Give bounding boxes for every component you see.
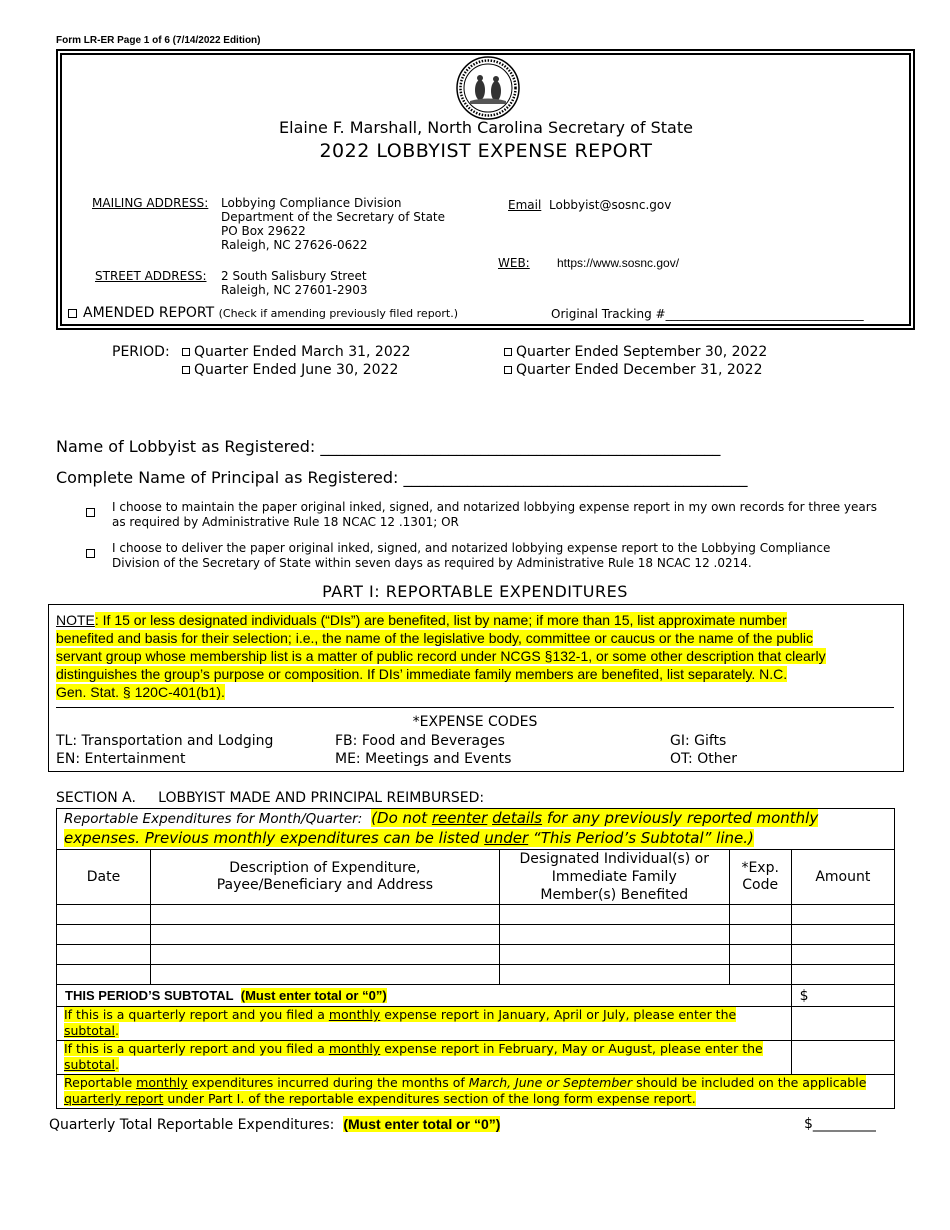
email-value[interactable]: Lobbyist@sosnc.gov (549, 198, 672, 212)
feb-subtotal-field[interactable] (791, 1041, 894, 1075)
expense-entry-row (57, 905, 895, 925)
mailing-address-label: MAILING ADDRESS: (92, 196, 209, 210)
expense-entry-row (57, 965, 895, 985)
lobbyist-name-field[interactable]: Name of Lobbyist as Registered: __________________________________________________ (56, 437, 721, 456)
expense-entry-row (57, 945, 895, 965)
period-option-march[interactable]: Quarter Ended March 31, 2022 (182, 344, 411, 360)
reportable-monthly-note-row: Reportable monthly expenditures incurred during the months of March, June or September should be included on the applicable quarterly report under Part I. of the reportable expenditures section of the long form expense report. (57, 1075, 895, 1109)
code-me: ME: Meetings and Events (335, 751, 512, 767)
reenter-instruction: (Do not reenter details for any previously reported monthly (371, 809, 819, 827)
quarterly-total-field[interactable]: $_________ (804, 1116, 876, 1132)
reenter-instruction-2: expenses. Previous monthly expenditures can be listed under “This Period’s Subtotal” line.) (64, 829, 754, 847)
street-address: 2 South Salisbury Street Raleigh, NC 27601-2903 (221, 269, 368, 297)
col-date: Date (57, 850, 151, 905)
subtotal-label: THIS PERIOD’S SUBTOTAL (65, 988, 234, 1003)
street-address-label: STREET ADDRESS: (95, 269, 207, 283)
web-value[interactable]: https://www.sosnc.gov/ (557, 256, 680, 270)
web-label: WEB: (498, 256, 530, 270)
jan-monthly-row: If this is a quarterly report and you filed a monthly expense report in January, April or July, please enter the subtotal. (57, 1007, 895, 1041)
form-id: Form LR-ER Page 1 of 6 (7/14/2022 Edition) (56, 35, 261, 46)
amended-report-note: (Check if amending previously filed report.) (218, 307, 459, 320)
quarterly-total-must-note: (Must enter total or “0”) (343, 1116, 501, 1132)
choice-maintain-text: I choose to maintain the paper original inked, signed, and notarized lobbying expense report in my own records for three years as required by Administrative Rule 18 NCAC 12 .1301; OR (112, 500, 877, 529)
period-label: PERIOD: (112, 344, 170, 360)
choice-deliver-text: I choose to deliver the paper original inked, signed, and notarized lobbying expense report to the Lobbying Compliance Division of the Secretary of State within seven days as required by Administrative Rule 18 NCAC 12 .0214. (112, 541, 831, 570)
instruction-row (57, 809, 895, 850)
nc-state-seal-icon (456, 56, 520, 120)
report-title: 2022 LOBBYIST EXPENSE REPORT (319, 140, 653, 162)
period-option-september[interactable]: Quarter Ended September 30, 2022 (504, 344, 767, 360)
code-gi: GI: Gifts (670, 733, 727, 749)
expense-codes-title: *EXPENSE CODES (412, 714, 538, 730)
column-header-row (57, 850, 895, 905)
checkbox-icon (182, 348, 190, 356)
checkbox-icon (182, 366, 190, 374)
code-tl: TL: Transportation and Lodging (56, 733, 274, 749)
choice-maintain-checkbox[interactable] (86, 502, 95, 521)
code-fb: FB: Food and Beverages (335, 733, 505, 749)
month-quarter-prompt: Reportable Expenditures for Month/Quarter: (64, 811, 363, 827)
subtotal-must-note: (Must enter total or “0”) (240, 988, 387, 1003)
mailing-address: Lobbying Compliance Division Department of the Secretary of State PO Box 29622 Raleigh, NC 27626-0622 (221, 196, 446, 252)
jan-subtotal-field[interactable] (791, 1007, 894, 1041)
part1-title: PART I: REPORTABLE EXPENDITURES (322, 582, 628, 601)
secretary-line: Elaine F. Marshall, North Carolina Secretary of State (279, 118, 693, 137)
col-exp-code: *Exp. Code (729, 850, 791, 905)
col-description: Description of Expenditure, Payee/Beneficiary and Address (150, 850, 499, 905)
section-a-table (56, 808, 895, 1109)
expense-entry-row (57, 925, 895, 945)
subtotal-amount-field[interactable]: $ (791, 985, 894, 1007)
checkbox-icon (504, 348, 512, 356)
col-amount: Amount (791, 850, 894, 905)
checkbox-icon (504, 366, 512, 374)
email-label: Email (508, 198, 542, 212)
section-a-title: SECTION A. LOBBYIST MADE AND PRINCIPAL REIMBURSED: (56, 790, 485, 806)
quarterly-total-label: Quarterly Total Reportable Expenditures: (49, 1117, 335, 1133)
subtotal-row (57, 985, 895, 1007)
amended-report-checkbox[interactable] (68, 309, 77, 318)
amended-report-label: AMENDED REPORT (83, 305, 215, 321)
choice-deliver-checkbox[interactable] (86, 543, 95, 562)
principal-name-field[interactable]: Complete Name of Principal as Registered: ___________________________________________ (56, 468, 748, 487)
amended-report-row (68, 305, 458, 321)
code-ot: OT: Other (670, 751, 737, 767)
col-designated-individuals: Designated Individual(s) or Immediate Family Member(s) Benefited (499, 850, 729, 905)
period-option-june[interactable]: Quarter Ended June 30, 2022 (182, 362, 398, 378)
note-divider (56, 707, 894, 708)
code-en: EN: Entertainment (56, 751, 186, 767)
feb-monthly-row: If this is a quarterly report and you filed a monthly expense report in February, May or August, please enter the subtotal. (57, 1041, 895, 1075)
original-tracking-field[interactable]: Original Tracking #_________________________________ (551, 307, 864, 321)
part1-note-text: NOTE: If 15 or less designated individuals (“DIs”) are benefited, list by name; if more than 15, list approximate number benefited and basis for their selection; i.e., the name of the legislative body, committee or caucus or the name of the public servant group whose membership list is a matter of public record under NCGS §132-1, or some other description that clearly distinguishes the group’s purpose or composition. If DIs’ immediate family members are benefited, list separately. N.C. Gen. Stat. § 120C-401(b1). (56, 612, 826, 700)
quarterly-total-row (49, 1116, 500, 1133)
period-option-december[interactable]: Quarter Ended December 31, 2022 (504, 362, 762, 378)
